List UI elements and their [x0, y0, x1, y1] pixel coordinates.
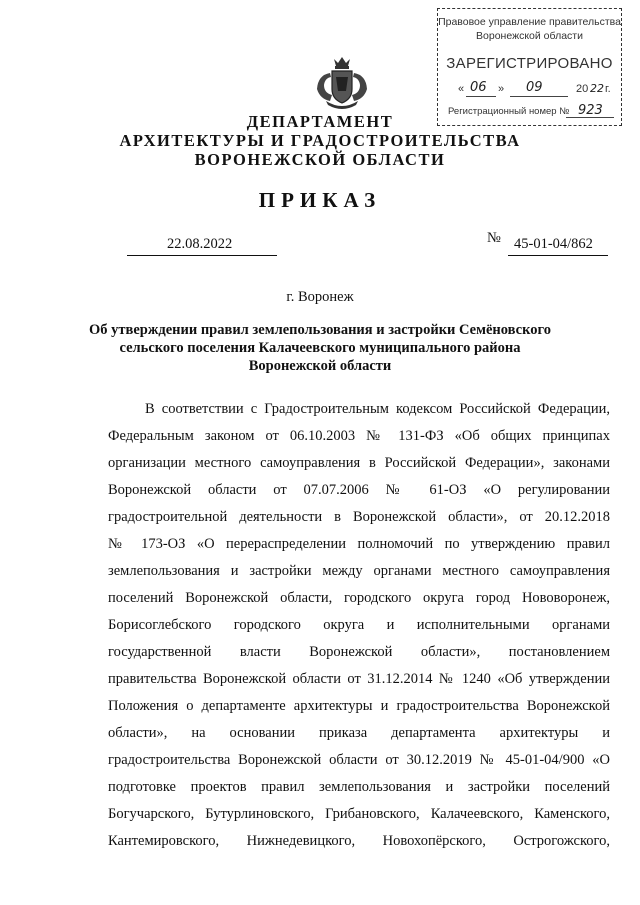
body-line: землепользования и застройки между органами местного самоуправления — [108, 563, 610, 579]
order-number-field — [508, 236, 608, 256]
order-date: 22.08.2022 — [167, 236, 233, 252]
stamp-reg-number: 923 — [578, 103, 603, 118]
body-line: государственной власти Воронежской области», постановлением — [108, 644, 610, 660]
department-line-3: ВОРОНЕЖСКОЙ ОБЛАСТИ — [194, 150, 446, 169]
body-line: правительства Воронежской области от 31.12.2014 № 1240 «Об утверждении — [108, 671, 610, 687]
body-line: Положения о департаменте архитектуры и градостроительства Воронежской — [108, 698, 610, 714]
body-line: Федеральным законом от 06.10.2003 № 131-ФЗ «Об общих принципах — [108, 428, 610, 444]
coat-of-arms-icon — [312, 55, 372, 113]
body-line: Воронежской области от 07.07.2006 № 61-ОЗ «О регулировании — [108, 482, 610, 498]
stamp-year-prefix: 20 — [576, 83, 589, 95]
title-line: сельского поселения Калачеевского муниципального района — [119, 340, 521, 356]
body-line: организации местного самоуправления в Российской Федерации», законами — [108, 455, 610, 471]
stamp-region-line: Воронежской области — [476, 30, 583, 42]
number-sign: № — [487, 230, 501, 246]
stamp-month: 09 — [526, 80, 543, 95]
title-line: Воронежской области — [248, 358, 392, 374]
body-line: подготовке проектов правил землепользования и застройки поселений — [108, 779, 610, 795]
body-line: Кантемировского, Нижнедевицкого, Новохопёрского, Острогожского, — [108, 833, 610, 849]
body-line: № 173-ОЗ «О перераспределении полномочий по утверждению правил — [108, 536, 610, 552]
stamp-date: « 06 » 09 20 22 г. — [458, 80, 611, 95]
stamp-authority-line: Правовое управление правительства — [438, 16, 621, 28]
body-line: градостроительной деятельности в Воронежской области», от 20.12.2018 — [108, 509, 610, 525]
body-line: градостроительства Воронежской области от 30.12.2019 № 45-01-04/900 «О — [108, 752, 610, 768]
department-line-1: ДЕПАРТАМЕНТ — [246, 112, 394, 131]
order-number: 45-01-04/862 — [514, 236, 593, 252]
stamp-year-suffix: 22 — [590, 82, 604, 95]
title-line: Об утверждении правил землепользования и застройки Семёновского — [88, 322, 552, 338]
body-line: области», на основании приказа департамента архитектуры и — [108, 725, 610, 741]
body-line: поселений Воронежской области, городского округа город Нововоронеж, — [108, 590, 610, 606]
city: г. Воронеж — [286, 289, 354, 305]
registration-stamp — [437, 8, 622, 126]
body-line: В соответствии с Градостроительным кодексом Российской Федерации, — [145, 401, 610, 417]
order-date-field — [127, 236, 277, 256]
body-line: Богучарского, Бутурлиновского, Грибановского, Калачеевского, Каменского, — [108, 806, 610, 822]
stamp-day: 06 — [470, 80, 487, 95]
body-line: Борисоглебского городского округа и исполнительными органами — [108, 617, 610, 633]
stamp-reg-label: Регистрационный номер № — [448, 106, 570, 117]
document-type: ПРИКАЗ — [258, 188, 382, 212]
department-line-2: АРХИТЕКТУРЫ И ГРАДОСТРОИТЕЛЬСТВА — [119, 131, 521, 150]
stamp-registered-text: ЗАРЕГИСТРИРОВАНО — [446, 55, 613, 72]
